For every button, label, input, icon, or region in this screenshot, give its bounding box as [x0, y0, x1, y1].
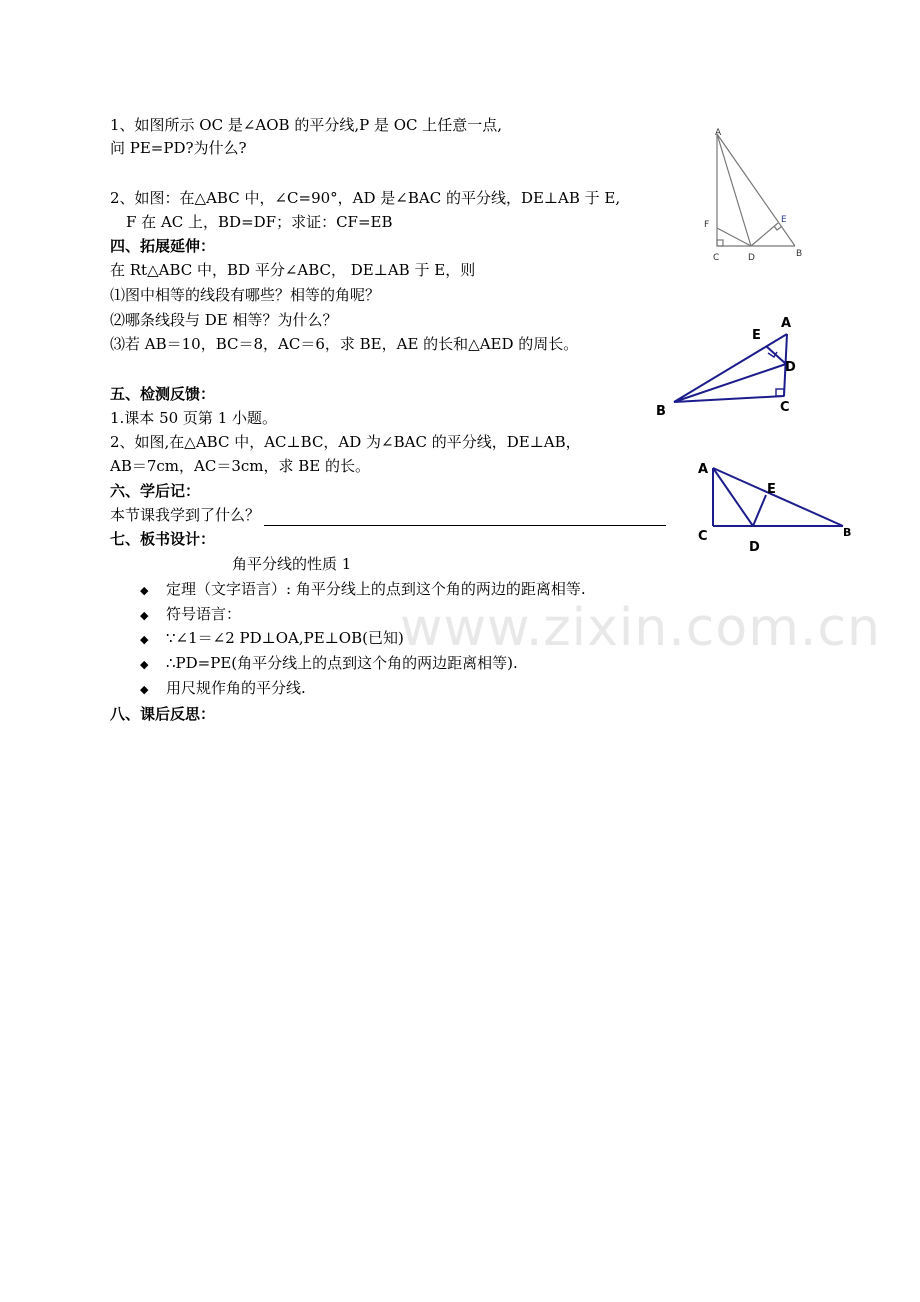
section5-item: 1.课本 50 页第 1 小题。	[110, 409, 278, 427]
section5-item: 2、如图,在△ABC 中，AC⊥BC，AD 为∠BAC 的平分线，DE⊥AB，	[110, 433, 581, 451]
fig2-label-b: B	[656, 404, 666, 418]
section6-prompt: 本节课我学到了什么？	[110, 506, 261, 524]
section6-prompt-row	[110, 504, 666, 526]
fig2-label-d: D	[785, 360, 796, 375]
fig1-label-b: B	[796, 249, 803, 259]
q1-line1: 1、如图所示 OC 是∠AOB 的平分线,P 是 OC 上任意一点,	[110, 116, 503, 134]
section5-heading: 五、检测反馈：	[110, 385, 216, 403]
section4-item: ⑶若 AB＝10，BC＝8，AC＝6，求 BE，AE 的长和△AED 的周长。	[110, 335, 579, 353]
fig1-label-f: F	[704, 220, 710, 230]
fig3-label-e: E	[767, 482, 776, 497]
section4-item: ⑵哪条线段与 DE 相等？为什么？	[110, 311, 338, 329]
fig3-label-c: C	[698, 529, 708, 544]
fig3-label-d: D	[749, 540, 760, 555]
q2-line1: 2、如图：在△ABC 中，∠C=90°，AD 是∠BAC 的平分线，DE⊥AB 于 E,	[110, 189, 621, 207]
board-bullet: ◆ ∵∠1＝∠2 PD⊥OA,PE⊥OB(已知)	[140, 627, 404, 651]
fig1-label-c: C	[713, 253, 720, 263]
board-bullet: ◆ 符号语言：	[140, 603, 241, 627]
section5-item: AB＝7cm，AC＝3cm，求 BE 的长。	[110, 457, 371, 475]
figure1-triangle-diagram	[695, 122, 815, 264]
fig3-label-a: A	[698, 462, 709, 477]
fig1-label-d: D	[748, 253, 755, 263]
board-title: 角平分线的性质 1	[232, 555, 352, 573]
board-bullet: ◆ ∴PD=PE(角平分线上的点到这个角的两边距离相等).	[140, 652, 518, 676]
section6-heading: 六、学后记：	[110, 482, 201, 500]
fig1-label-a: A	[715, 128, 722, 138]
section4-item: ⑴图中相等的线段有哪些？相等的角呢？	[110, 286, 381, 304]
section8-heading: 八、课后反思：	[110, 705, 216, 723]
diamond-bullet-icon: ◆	[140, 609, 149, 622]
answer-blank-line[interactable]	[264, 509, 666, 526]
figure3-triangle-diagram	[693, 460, 857, 556]
fig1-label-e: E	[781, 215, 787, 225]
section7-heading: 七、板书设计：	[110, 530, 216, 548]
diamond-bullet-icon: ◆	[140, 683, 149, 696]
diamond-bullet-icon: ◆	[140, 633, 149, 646]
section4-heading: 四、拓展延伸：	[110, 237, 216, 255]
watermark: www.zixin.com.cn	[400, 598, 881, 658]
figure2-triangle-diagram	[650, 312, 810, 418]
q2-line2: F 在 AC 上，BD=DF；求证：CF=EB	[126, 213, 393, 231]
diamond-bullet-icon: ◆	[140, 658, 149, 671]
fig2-label-a: A	[781, 316, 792, 331]
board-bullet: ◆ 定理（文字语言）: 角平分线上的点到这个角的两边的距离相等.	[140, 578, 586, 602]
q1-line2: 问 PE=PD?为什么?	[110, 139, 247, 157]
fig2-label-e: E	[752, 328, 761, 343]
fig2-label-c: C	[780, 400, 790, 415]
diamond-bullet-icon: ◆	[140, 584, 149, 597]
fig3-label-b: B	[843, 526, 852, 539]
board-bullet: ◆ 用尺规作角的平分线.	[140, 677, 306, 701]
section4-intro: 在 Rt△ABC 中，BD 平分∠ABC， DE⊥AB 于 E，则	[110, 261, 476, 279]
